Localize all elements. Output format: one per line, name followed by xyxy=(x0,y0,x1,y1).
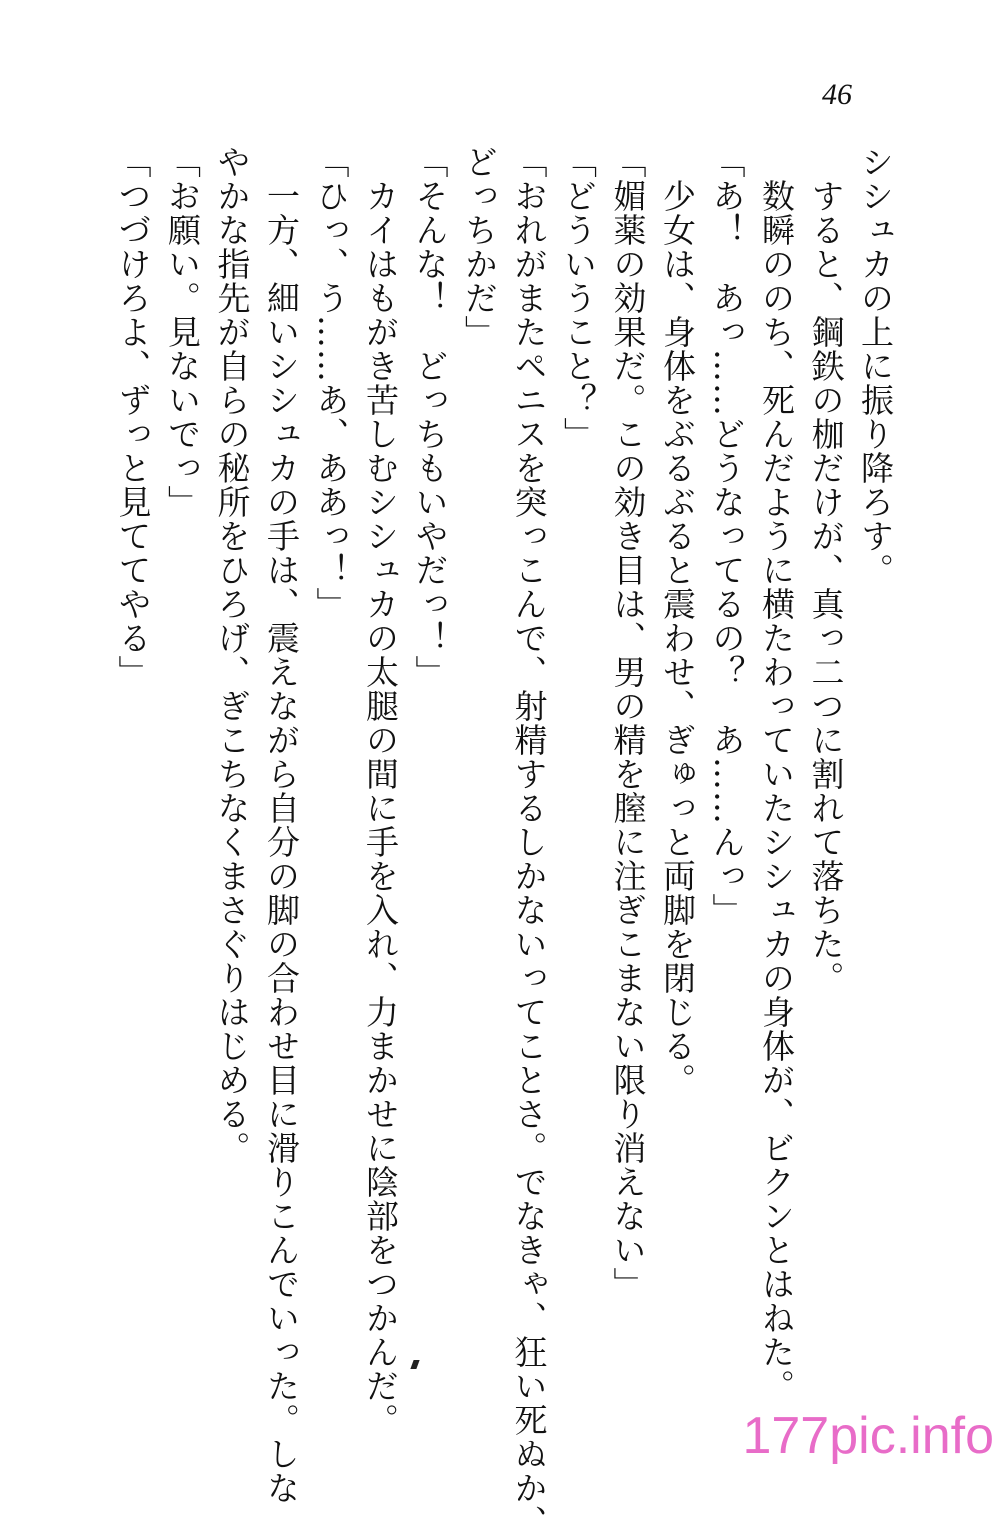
text-line: どっちかだ」 xyxy=(460,145,499,349)
text-line: 数瞬ののち、死んだように横たわっていたシシュカの身体が、ビクンとはねた。 xyxy=(757,145,796,1403)
text-line: 「そんな！ どっちもいやだっ！」 xyxy=(410,145,450,689)
text-line: 「つづけろよ、ずっと見ててやる」 xyxy=(113,145,153,689)
text-line: シシュカの上に振り降ろす。 xyxy=(856,145,895,587)
text-line: 少女は、身体をぶるぶると震わせ、ぎゅっと両脚を閉じる。 xyxy=(658,145,697,1097)
watermark-text: 177pic.info xyxy=(742,1407,994,1465)
text-line: 一方、細いシシュカの手は、震えながら自分の脚の合わせ目に滑りこんでいった。しな xyxy=(262,145,301,1505)
text-line: 「媚薬の効果だ。この効き目は、男の精を膣に注ぎこまない限り消えない」 xyxy=(608,145,648,1301)
text-line: 「ひっ、う……あ、ああっ！」 xyxy=(311,145,351,621)
text-line: 「どういうこと？」 xyxy=(559,145,598,451)
text-line: やかな指先が自らの秘所をひろげ、ぎこちなくまさぐりはじめる。 xyxy=(212,145,252,1165)
ink-speck xyxy=(410,1360,419,1369)
page-number: 46 xyxy=(822,78,852,111)
text-line: カイはもがき苦しむシシュカの太腿の間に手を入れ、力まかせに陰部をつかんだ。 xyxy=(361,145,400,1437)
text-line: 「おれがまたペニスを突っこんで、射精するしかないってことさ。でなきゃ、狂い死ぬか、 xyxy=(509,145,549,1539)
text-line: 「お願い。見ないでっ」 xyxy=(163,145,202,519)
text-line: すると、鋼鉄の枷だけが、真っ二つに割れて落ちた。 xyxy=(806,145,846,995)
text-line: 「あ！ あっ……どうなってるの？ あ……んっ」 xyxy=(707,145,747,927)
